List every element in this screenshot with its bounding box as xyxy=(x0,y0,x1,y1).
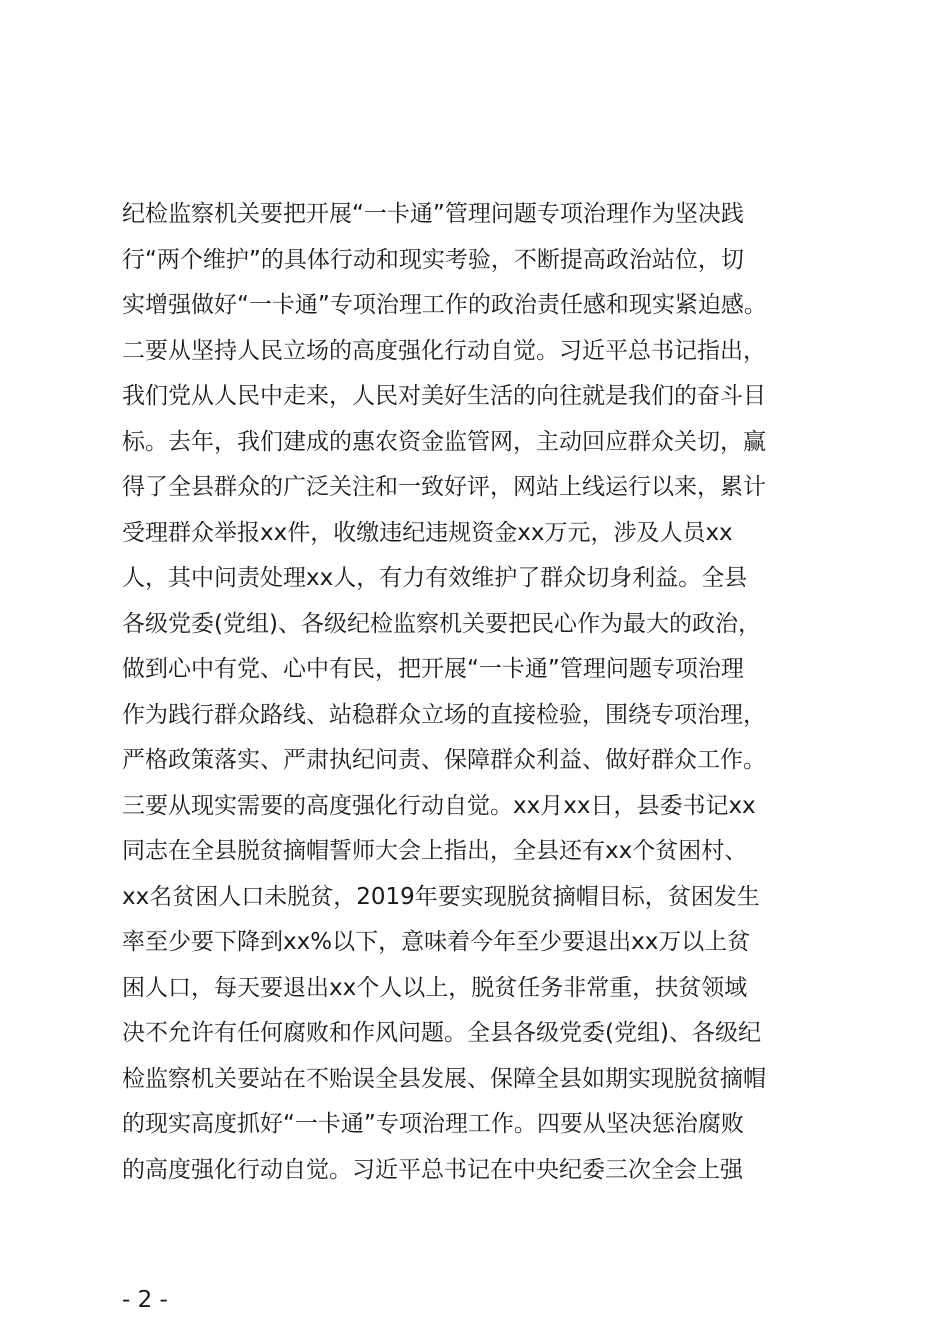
text-line: 各级党委(党组)、各级纪检监察机关要把民心作为最大的政治， xyxy=(122,610,761,637)
body-text xyxy=(122,192,832,1193)
text-line: 纪检监察机关要把开展“一卡通”管理问题专项治理作为坚决践 xyxy=(122,201,744,227)
text-line: 困人口，每天要退出xx个人以上，脱贫任务非常重，扶贫领域 xyxy=(122,974,748,1001)
text-line: 得了全县群众的广泛关注和一致好评，网站上线运行以来，累计 xyxy=(122,474,766,500)
text-line: 严格政策落实、严肃执纪问责、保障群众利益、做好群众工作。 xyxy=(122,747,766,773)
text-line: 率至少要下降到xx%以下，意味着今年至少要退出xx万以上贫 xyxy=(122,929,751,955)
text-line: 决不允许有任何腐败和作风问题。全县各级党委(党组)、各级纪 xyxy=(122,1020,761,1046)
text-line: 作为践行群众路线、站稳群众立场的直接检验，围绕专项治理， xyxy=(122,701,766,728)
text-line: 二要从坚持人民立场的高度强化行动自觉。习近平总书记指出， xyxy=(122,337,766,364)
page-number: - 2 - xyxy=(122,1287,168,1313)
text-line: 的高度强化行动自觉。习近平总书记在中央纪委三次全会上强 xyxy=(122,1156,743,1183)
text-line: 同志在全县脱贫摘帽誓师大会上指出，全县还有xx个贫困村、 xyxy=(122,838,748,864)
text-line: 受理群众举报xx件，收缴违纪违规资金xx万元，涉及人员xx xyxy=(122,519,733,546)
text-line: xx名贫困人口未脱贫，2019年要实现脱贫摘帽目标，贫困发生 xyxy=(122,883,760,910)
text-line: 实增强做好“一卡通”专项治理工作的政治责任感和现实紧迫感。 xyxy=(122,292,767,318)
text-line: 人，其中问责处理xx人，有力有效维护了群众切身利益。全县 xyxy=(122,565,748,591)
text-line: 行“两个维护”的具体行动和现实考验，不断提高政治站位，切 xyxy=(122,246,744,273)
text-line: 标。去年，我们建成的惠农资金监管网，主动回应群众关切，赢 xyxy=(122,428,766,455)
text-line: 的现实高度抓好“一卡通”专项治理工作。四要从坚决惩治腐败 xyxy=(122,1111,744,1137)
text-line: 做到心中有党、心中有民，把开展“一卡通”管理问题专项治理 xyxy=(122,656,744,682)
text-line: 三要从现实需要的高度强化行动自觉。xx月xx日，县委书记xx xyxy=(122,792,756,819)
text-line: 检监察机关要站在不贻误全县发展、保障全县如期实现脱贫摘帽 xyxy=(122,1065,766,1092)
text-line: 我们党从人民中走来，人民对美好生活的向往就是我们的奋斗目 xyxy=(122,383,766,409)
